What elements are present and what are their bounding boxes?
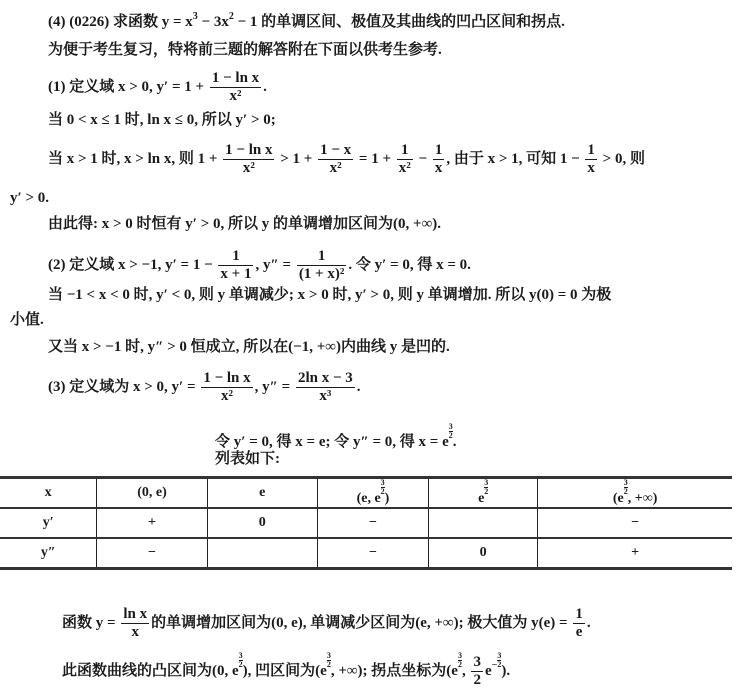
text-segment: 由此得: x > 0 时恒有 y′ > 0, 所以 y 的单调增加区间为(0, +∞).: [48, 216, 442, 232]
table-cell: [317, 508, 428, 538]
fraction-denominator: 2: [484, 487, 489, 496]
text-segment: y′ > 0.: [10, 190, 50, 206]
text-segment: 为便于考生复习，特将前三题的解答附在下面以供考生参考.: [48, 42, 442, 58]
table-cell: [538, 538, 732, 569]
text-segment: ).: [501, 663, 511, 679]
text-segment: (3) 定义域为 x > 0, y′ =: [48, 378, 200, 395]
table-cell: [0, 478, 97, 509]
text-line: [48, 337, 450, 357]
text-segment: −: [631, 515, 640, 530]
text-segment: (e: [612, 491, 624, 506]
fraction-denominator: x²: [398, 160, 411, 176]
text-segment: −: [414, 150, 431, 167]
table-cell: [207, 478, 317, 509]
text-segment: > 0, 则: [598, 150, 645, 167]
text-segment: 列表如下:: [215, 451, 280, 467]
fraction-denominator: 2: [623, 487, 628, 496]
fraction-numerator: 3: [457, 651, 462, 660]
fraction-numerator: 1 − ln x: [225, 142, 273, 158]
text-segment: .: [356, 378, 361, 395]
text-segment: , 由于 x > 1, 可知 1 −: [446, 150, 584, 167]
fraction-denominator: x²: [329, 160, 342, 176]
text-segment: .: [263, 78, 267, 95]
fraction: [297, 248, 347, 283]
fraction-numerator: 1: [297, 248, 347, 266]
text-segment: .: [452, 434, 457, 450]
text-segment: .: [586, 614, 591, 631]
text-segment: (2) 定义域 x > −1, y′ = 1 −: [48, 256, 217, 273]
table-cell: [317, 478, 428, 509]
text-segment: 当 0 < x ≤ 1 时, ln x ≤ 0, 所以 y′ > 0;: [48, 112, 276, 128]
fraction: [210, 70, 261, 105]
text-line: [48, 40, 442, 60]
table-cell: [97, 538, 207, 569]
text-segment: = 1 +: [355, 150, 395, 167]
table-cell: [429, 538, 538, 569]
table-cell: [97, 478, 207, 509]
table-cell: [429, 478, 538, 509]
fraction-numerator: 1 − ln x: [211, 70, 260, 86]
text-segment: 又当 x > −1 时, y″ > 0 恒成立, 所以在(−1, +∞)内曲线 y 是凹的.: [48, 339, 450, 355]
text-segment: , y″ =: [254, 378, 294, 395]
table-cell: [429, 508, 538, 538]
table-cell: [207, 538, 317, 569]
fraction-denominator: x + 1: [220, 266, 252, 282]
fraction-numerator: 1 − ln x: [203, 370, 251, 386]
text-line: [215, 449, 280, 469]
fraction-denominator: (1 + x)²: [298, 266, 345, 282]
text-segment: 当 x > 1 时, x > ln x, 则 1 +: [48, 150, 222, 167]
table-cell: [97, 508, 207, 538]
text-line: [48, 142, 645, 177]
fraction-denominator: e: [575, 624, 583, 640]
text-line: [48, 285, 611, 305]
sign-table: [0, 476, 732, 570]
text-segment: ), 凹区间为(e: [242, 663, 327, 679]
text-segment: e: [259, 485, 266, 500]
text-segment: 0: [479, 545, 487, 560]
fraction-denominator: 2: [326, 660, 331, 669]
text-line: [48, 370, 361, 405]
text-segment: 当 −1 < x < 0 时, y′ < 0, 则 y 单调减少; x > 0 时, y′ > 0, 则 y 单调增加. 所以 y(0) = 0 为极: [48, 287, 612, 303]
fraction-denominator: x³: [319, 388, 332, 404]
text-segment: 此函数曲线的凸区间为(0, e: [62, 663, 239, 679]
text-segment: −: [368, 545, 377, 560]
fraction: [218, 248, 253, 283]
fraction-numerator: 3: [380, 478, 385, 487]
text-segment: −: [148, 545, 156, 560]
fraction-denominator: x²: [220, 388, 233, 404]
text-segment: y″: [40, 545, 56, 560]
fraction-numerator: 3: [497, 651, 502, 660]
table-row: [0, 508, 732, 538]
text-segment: , +∞); 拐点坐标为(e: [330, 663, 458, 679]
superscript-fraction: [484, 479, 488, 496]
fraction-numerator: 3: [484, 478, 489, 487]
text-line: [62, 652, 510, 689]
fraction-numerator: 1: [397, 142, 413, 160]
fraction: [471, 654, 483, 689]
text-segment: 函数 y =: [62, 614, 120, 631]
fraction-denominator: 2: [448, 431, 453, 440]
fraction-denominator: x²: [229, 88, 242, 104]
fraction: [585, 142, 597, 177]
table-cell: [0, 508, 97, 538]
text-line: [62, 606, 591, 641]
text-segment: 0: [258, 515, 266, 530]
text-segment: 小值.: [10, 312, 44, 328]
text-line: [48, 110, 276, 130]
table-cell: [0, 538, 97, 569]
fraction-numerator: 3: [448, 422, 453, 431]
text-line: [10, 310, 44, 330]
fraction-numerator: 3: [326, 651, 331, 660]
superscript: −: [491, 660, 498, 671]
fraction: [318, 142, 353, 177]
fraction: [121, 606, 149, 641]
fraction-denominator: x²: [242, 160, 255, 176]
superscript: 2: [228, 11, 234, 22]
fraction: [433, 142, 445, 177]
table-row: [0, 478, 732, 509]
fraction-denominator: 2: [238, 660, 243, 669]
text-segment: 的单调增加区间为(0, e), 单调减少区间为(e, +∞); 极大值为 y(e) =: [151, 614, 572, 631]
text-segment: +: [148, 515, 156, 530]
fraction: [296, 370, 355, 405]
text-segment: +: [631, 545, 640, 560]
text-segment: , y″ =: [255, 256, 295, 273]
fraction-denominator: 2: [457, 660, 462, 669]
text-segment: 令 y′ = 0, 得 x = e; 令 y″ = 0, 得 x = e: [215, 434, 449, 450]
fraction-denominator: x: [587, 160, 595, 176]
fraction-numerator: 3: [238, 651, 243, 660]
text-segment: ,: [461, 663, 470, 679]
fraction-denominator: 2: [497, 660, 502, 669]
fraction-numerator: 1: [434, 142, 443, 158]
table-cell: [207, 508, 317, 538]
text-segment: e: [478, 491, 485, 506]
text-segment: − 3x: [197, 14, 229, 30]
fraction-numerator: 3: [623, 478, 628, 487]
text-segment: (0, e): [137, 485, 167, 500]
text-line: [48, 12, 565, 32]
text-line: [48, 214, 441, 234]
fraction: [397, 142, 413, 177]
fraction: [223, 142, 274, 177]
table-row: [0, 538, 732, 569]
fraction-denominator: 2: [473, 672, 481, 689]
table-cell: [538, 508, 732, 538]
fraction-numerator: ln x: [123, 606, 148, 622]
text-line: [48, 70, 267, 105]
text-segment: − 1 的单调区间、极值及其曲线的凹凸区间和拐点.: [233, 14, 565, 30]
text-segment: −: [368, 515, 377, 530]
fraction-numerator: 1 − x: [320, 142, 352, 158]
text-segment: (4) (0226) 求函数 y = x: [48, 14, 193, 30]
text-segment: > 1 +: [276, 150, 317, 167]
fraction-numerator: 1: [575, 606, 583, 622]
fraction-numerator: 1: [218, 248, 253, 266]
fraction-denominator: x: [131, 624, 139, 640]
fraction-numerator: 3: [473, 654, 481, 671]
text-segment: (e, e: [356, 491, 381, 506]
superscript: 3: [192, 11, 198, 22]
fraction-numerator: 2ln x − 3: [297, 370, 353, 386]
text-segment: ): [384, 491, 390, 506]
text-segment: (1) 定义域 x > 0, y′ = 1 +: [48, 78, 208, 95]
text-line: [48, 248, 471, 283]
text-segment: , +∞): [627, 491, 658, 506]
fraction-denominator: x: [434, 160, 443, 176]
fraction: [201, 370, 252, 405]
text-line: [215, 423, 457, 452]
text-segment: y′: [42, 515, 54, 530]
fraction-numerator: 1: [587, 142, 595, 158]
fraction: [573, 606, 585, 641]
fraction-denominator: 2: [380, 487, 385, 496]
text-segment: x: [44, 485, 52, 500]
text-segment: e: [484, 663, 492, 679]
text-segment: . 令 y′ = 0, 得 x = 0.: [348, 256, 471, 273]
table-cell: [538, 478, 732, 509]
text-line: [10, 188, 49, 208]
table-cell: [317, 538, 428, 569]
